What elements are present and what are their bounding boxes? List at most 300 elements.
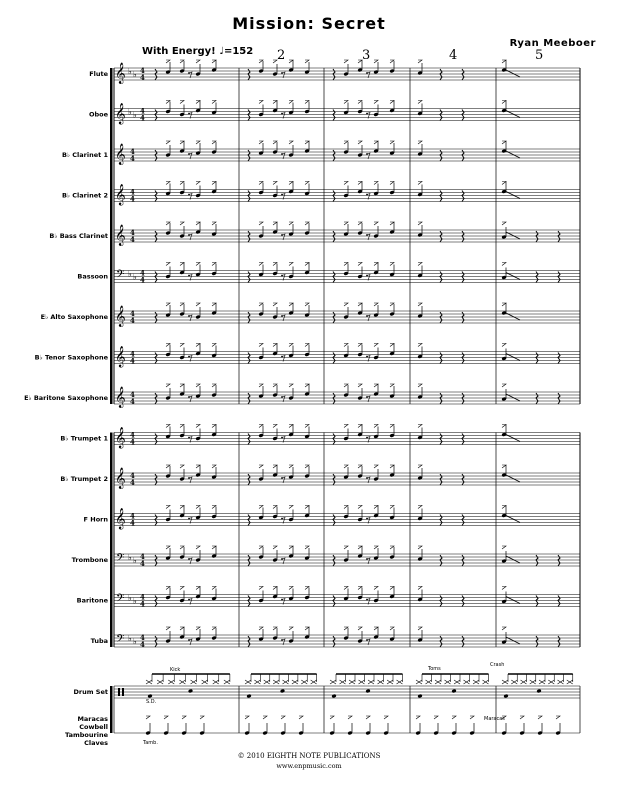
accent-mark (305, 587, 309, 590)
accent-mark (196, 60, 200, 63)
quarter-rest (558, 596, 560, 607)
accent-mark (502, 222, 506, 225)
quarter-rest (333, 272, 335, 283)
notehead (503, 694, 508, 699)
quarter-rest (558, 393, 560, 404)
accent-mark (344, 60, 348, 63)
flat-sign: ♭ (133, 556, 137, 565)
quarter-rest (155, 555, 157, 566)
time-signature-top: 4 (130, 430, 135, 440)
quarter-rest (462, 596, 464, 607)
accent-mark (358, 141, 362, 144)
accent-mark (166, 303, 170, 306)
accent-mark (289, 587, 293, 590)
accent-mark (166, 60, 170, 63)
copyright-notice: © 2010 EIGHTH NOTE PUBLICATIONS (237, 752, 381, 760)
accent-mark (273, 384, 277, 387)
accent-mark (502, 101, 506, 104)
quarter-rest (333, 393, 335, 404)
accent-mark (182, 716, 186, 719)
accent-mark (259, 465, 263, 468)
accent-mark (180, 303, 184, 306)
quarter-rest (248, 150, 250, 161)
accent-mark (212, 60, 216, 63)
accent-mark (358, 506, 362, 509)
accent-mark (374, 344, 378, 347)
instrument-label: Cowbell (79, 723, 108, 731)
time-signature-bottom: 4 (130, 397, 135, 406)
accent-mark (358, 425, 362, 428)
accent-mark (212, 627, 216, 630)
instrument-label: Maracas (77, 715, 108, 723)
accent-mark (273, 344, 277, 347)
accent-mark (366, 716, 370, 719)
accent-mark (196, 425, 200, 428)
quarter-rest (462, 272, 464, 283)
treble-clef: 𝄞 (115, 184, 126, 206)
time-signature-bottom: 4 (140, 640, 145, 649)
accent-mark (374, 506, 378, 509)
accent-mark (418, 60, 422, 63)
accent-mark (358, 627, 362, 630)
accent-mark (259, 141, 263, 144)
quarter-rest (440, 312, 442, 323)
notehead (188, 689, 193, 694)
accent-mark (344, 506, 348, 509)
accent-mark (273, 303, 277, 306)
accent-mark (289, 425, 293, 428)
accent-mark (212, 344, 216, 347)
accent-mark (196, 627, 200, 630)
quarter-rest (333, 110, 335, 121)
instrument-label: E♭ Alto Saxophone (40, 313, 108, 321)
accent-mark (166, 222, 170, 225)
flat-sign: ♭ (128, 593, 132, 603)
instrument-staff (49, 222, 580, 246)
accent-mark (452, 716, 456, 719)
accent-mark (330, 716, 334, 719)
accent-mark (212, 506, 216, 509)
time-signature-bottom: 4 (130, 478, 135, 487)
accent-mark (259, 506, 263, 509)
accent-mark (390, 506, 394, 509)
accent-mark (259, 101, 263, 104)
score-title: Mission: Secret (232, 14, 386, 33)
notehead (147, 694, 152, 699)
accent-mark (374, 384, 378, 387)
time-signature-top: 4 (130, 349, 135, 359)
aux-percussion-staff (65, 715, 580, 747)
accent-mark (166, 587, 170, 590)
accent-mark (166, 344, 170, 347)
notehead (246, 694, 251, 699)
accent-mark (358, 101, 362, 104)
accent-mark (273, 465, 277, 468)
instrument-label: B♭ Trumpet 2 (60, 475, 108, 483)
accent-mark (502, 546, 506, 549)
kick-annotation: Kick (170, 667, 181, 673)
quarter-rest (440, 596, 442, 607)
accent-mark (418, 506, 422, 509)
treble-clef: 𝄞 (115, 225, 126, 246)
accent-mark (180, 60, 184, 63)
quarter-rest (462, 353, 464, 364)
accent-mark (358, 182, 362, 185)
toms-annotation: Toms (428, 666, 441, 672)
instrument-label: Trombone (71, 556, 108, 564)
accent-mark (289, 141, 293, 144)
quarter-rest (248, 434, 250, 445)
accent-mark (434, 716, 438, 719)
accent-mark (289, 465, 293, 468)
accent-mark (180, 546, 184, 549)
instrument-staff (72, 546, 580, 568)
accent-mark (358, 222, 362, 225)
quarter-rest (155, 231, 157, 242)
quarter-rest (462, 636, 464, 647)
flat-sign: ♭ (128, 634, 132, 643)
quarter-rest (155, 150, 157, 161)
quarter-rest (333, 312, 335, 323)
quarter-rest (333, 636, 335, 647)
treble-clef: 𝄞 (115, 468, 126, 489)
accent-mark (289, 506, 293, 509)
accent-mark (344, 384, 348, 387)
accent-mark (390, 384, 394, 387)
accent-mark (305, 506, 309, 509)
accent-mark (212, 384, 216, 387)
quarter-rest (248, 110, 250, 121)
accent-mark (358, 587, 362, 590)
accent-mark (502, 141, 506, 144)
quarter-rest (440, 150, 442, 161)
accent-mark (289, 384, 293, 387)
percussion-clef (118, 688, 120, 696)
accent-mark (212, 263, 216, 266)
quarter-rest (440, 555, 442, 566)
quarter-rest (558, 555, 560, 566)
accent-mark (166, 141, 170, 144)
accent-mark (289, 546, 293, 549)
accent-mark (358, 303, 362, 306)
instrument-staff (41, 303, 580, 327)
quarter-rest (248, 353, 250, 364)
accent-mark (212, 546, 216, 549)
accent-mark (416, 716, 420, 719)
accent-mark (281, 716, 285, 719)
drum-set-staff (74, 662, 580, 705)
instrument-staff (35, 344, 580, 368)
quarter-rest (155, 596, 157, 607)
accent-mark (263, 716, 267, 719)
accent-mark (374, 425, 378, 428)
accent-mark (212, 182, 216, 185)
accent-mark (259, 182, 263, 185)
accent-mark (418, 141, 422, 144)
accent-mark (166, 384, 170, 387)
tamb-annotation: Tamb. (143, 740, 158, 746)
crash-annotation: Crash (490, 662, 505, 668)
accent-mark (390, 344, 394, 347)
accent-mark (390, 627, 394, 630)
accent-mark (502, 60, 506, 63)
quarter-rest (248, 474, 250, 485)
instrument-label: Tuba (90, 637, 108, 645)
accent-mark (273, 587, 277, 590)
accent-mark (305, 182, 309, 185)
notehead (331, 694, 336, 699)
time-signature-top: 4 (140, 633, 145, 642)
quarter-rest (462, 231, 464, 242)
accent-mark (418, 101, 422, 104)
accent-mark (390, 60, 394, 63)
accent-mark (289, 182, 293, 185)
accent-mark (166, 425, 170, 428)
quarter-rest (536, 393, 538, 404)
accent-mark (196, 344, 200, 347)
quarter-rest (440, 231, 442, 242)
percussion-bracket (110, 686, 113, 733)
accent-mark (358, 344, 362, 347)
quarter-rest (462, 312, 464, 323)
accent-mark (374, 546, 378, 549)
quarter-rest (462, 515, 464, 526)
accent-mark (502, 465, 506, 468)
time-signature-top: 4 (140, 106, 145, 116)
quarter-rest (333, 596, 335, 607)
accent-mark (289, 627, 293, 630)
quarter-rest (558, 353, 560, 364)
accent-mark (180, 263, 184, 266)
accent-mark (196, 465, 200, 468)
accent-mark (273, 506, 277, 509)
accent-mark (418, 465, 422, 468)
accent-mark (259, 263, 263, 266)
quarter-rest (248, 636, 250, 647)
instrument-label: Baritone (76, 596, 108, 605)
accent-mark (390, 425, 394, 428)
accent-mark (259, 627, 263, 630)
time-signature-bottom: 4 (130, 356, 135, 366)
quarter-rest (155, 393, 157, 404)
accent-mark (390, 101, 394, 104)
accent-mark (344, 303, 348, 306)
flat-sign: ♭ (128, 67, 132, 76)
instrument-staff (24, 384, 580, 408)
treble-clef: 𝄞 (115, 63, 126, 84)
quarter-rest (536, 636, 538, 647)
quarter-rest (248, 231, 250, 242)
instrument-label: B♭ Trumpet 1 (60, 434, 108, 443)
quarter-rest (155, 353, 157, 364)
treble-clef: 𝄞 (115, 346, 126, 368)
accent-mark (273, 425, 277, 428)
woodwind-bracket (110, 68, 113, 404)
accent-mark (273, 627, 277, 630)
accent-mark (348, 716, 352, 719)
accent-mark (502, 182, 506, 185)
quarter-rest (440, 393, 442, 404)
instrument-label: Claves (84, 739, 108, 747)
treble-clef: 𝄞 (115, 387, 126, 408)
time-signature-bottom: 4 (140, 599, 145, 609)
accent-mark (305, 222, 309, 225)
quarter-rest (333, 555, 335, 566)
accent-mark (180, 506, 184, 509)
accent-mark (212, 222, 216, 225)
bass-clef: 𝄢 (116, 592, 125, 608)
quarter-rest (155, 191, 157, 202)
quarter-rest (248, 555, 250, 566)
accent-mark (418, 222, 422, 225)
time-signature-top: 4 (130, 187, 135, 197)
accent-mark (259, 425, 263, 428)
quarter-rest (440, 191, 442, 202)
accent-mark (212, 101, 216, 104)
composer-name: Ryan Meeboer (509, 38, 596, 49)
accent-mark (344, 627, 348, 630)
accent-mark (418, 182, 422, 185)
quarter-rest (536, 555, 538, 566)
accent-mark (166, 263, 170, 266)
percussion-clef (122, 688, 124, 696)
instrument-staff (62, 141, 580, 165)
time-signature-bottom: 4 (140, 113, 145, 123)
accent-mark (166, 182, 170, 185)
accent-mark (212, 141, 216, 144)
accent-mark (358, 60, 362, 63)
accent-mark (358, 465, 362, 468)
accent-mark (502, 627, 506, 630)
accent-mark (196, 546, 200, 549)
bass-clef: 𝄢 (116, 552, 125, 567)
accent-mark (289, 101, 293, 104)
accent-mark (289, 263, 293, 266)
accent-mark (502, 587, 506, 590)
brass-bracket (110, 433, 113, 648)
accent-mark (180, 182, 184, 185)
accent-mark (259, 384, 263, 387)
accent-mark (196, 182, 200, 185)
instrument-label: E♭ Baritone Saxophone (24, 394, 108, 402)
quarter-rest (333, 353, 335, 364)
accent-mark (200, 716, 204, 719)
quarter-rest (155, 69, 157, 80)
accent-mark (344, 425, 348, 428)
measure-number: 2 (277, 48, 286, 63)
quarter-rest (462, 474, 464, 485)
accent-mark (212, 303, 216, 306)
accent-mark (180, 344, 184, 347)
snare-annotation: S.D. (146, 699, 157, 705)
accent-mark (538, 716, 542, 719)
accent-mark (259, 344, 263, 347)
quarter-rest (462, 393, 464, 404)
instrument-label: Bassoon (77, 272, 108, 281)
quarter-rest (536, 353, 538, 364)
accent-mark (273, 222, 277, 225)
time-signature-bottom: 4 (130, 194, 135, 204)
instrument-label: B♭ Bass Clarinet (49, 232, 108, 240)
accent-mark (418, 263, 422, 266)
accent-mark (374, 60, 378, 63)
instrument-staff (60, 425, 580, 449)
accent-mark (520, 716, 524, 719)
accent-mark (374, 587, 378, 590)
quarter-rest (440, 110, 442, 121)
accent-mark (166, 546, 170, 549)
quarter-rest (440, 474, 442, 485)
instrument-label: Tambourine (65, 731, 108, 739)
time-signature-top: 4 (130, 511, 135, 521)
accent-mark (344, 141, 348, 144)
accent-mark (166, 627, 170, 630)
quarter-rest (462, 555, 464, 566)
quarter-rest (155, 110, 157, 121)
quarter-rest (462, 150, 464, 161)
accent-mark (259, 546, 263, 549)
publisher-website: www.enpmusic.com (276, 762, 342, 770)
time-signature-bottom: 4 (140, 275, 145, 285)
time-signature-bottom: 4 (130, 316, 135, 325)
instrument-staff (77, 263, 580, 285)
accent-mark (289, 222, 293, 225)
quarter-rest (440, 272, 442, 283)
quarter-rest (155, 434, 157, 445)
accent-mark (273, 263, 277, 266)
accent-mark (374, 263, 378, 266)
accent-mark (358, 546, 362, 549)
accent-mark (273, 141, 277, 144)
accent-mark (273, 182, 277, 185)
instrument-staff (60, 465, 580, 489)
instrument-staff (91, 627, 580, 649)
flat-sign: ♭ (128, 107, 132, 117)
flat-sign: ♭ (128, 553, 132, 562)
accent-mark (344, 101, 348, 104)
quarter-rest (248, 191, 250, 202)
accent-mark (502, 263, 506, 266)
quarter-rest (440, 515, 442, 526)
accent-mark (305, 60, 309, 63)
accent-mark (358, 263, 362, 266)
time-signature-top: 4 (130, 228, 135, 237)
notehead (536, 689, 541, 694)
time-signature-bottom: 4 (130, 235, 135, 244)
accent-mark (166, 101, 170, 104)
accent-mark (196, 587, 200, 590)
time-signature-bottom: 4 (130, 518, 135, 528)
accent-mark (180, 627, 184, 630)
tempo-marking: With Energy! ♩=152 (142, 46, 254, 57)
quarter-rest (155, 515, 157, 526)
quarter-rest (558, 272, 560, 283)
accent-mark (374, 465, 378, 468)
accent-mark (390, 263, 394, 266)
quarter-rest (248, 596, 250, 607)
accent-mark (384, 716, 388, 719)
notehead (280, 689, 285, 694)
quarter-rest (536, 231, 538, 242)
accent-mark (196, 384, 200, 387)
accent-mark (470, 716, 474, 719)
accent-mark (502, 344, 506, 347)
measure-number: 5 (535, 48, 544, 63)
treble-clef: 𝄞 (115, 427, 126, 449)
instrument-label: Drum Set (73, 688, 108, 696)
time-signature-top: 4 (140, 268, 145, 278)
quarter-rest (440, 434, 442, 445)
